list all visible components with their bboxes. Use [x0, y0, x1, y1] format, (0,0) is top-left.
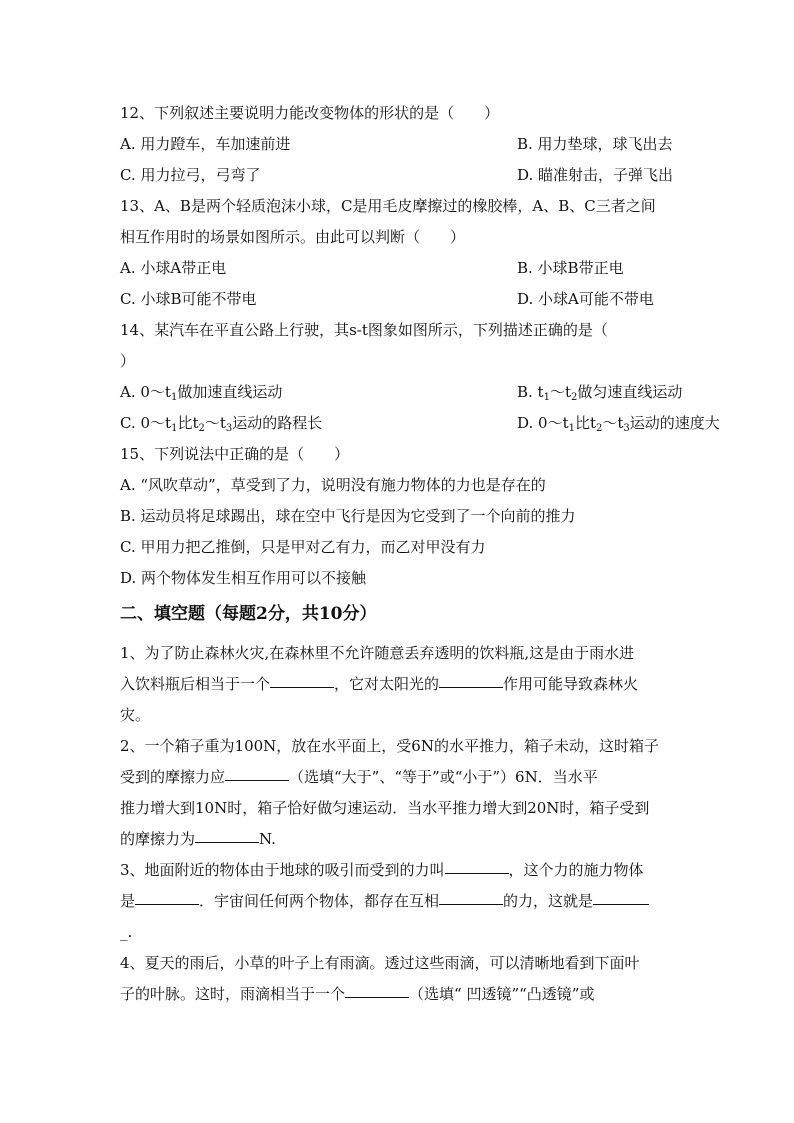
- fill-2-line-2: [120, 767, 598, 787]
- answer-blank: [445, 872, 509, 874]
- fill-3-line-2: [120, 891, 649, 911]
- question-15-option-c: C. 甲用力把乙推倒，只是甲对乙有力，而乙对甲没有力: [120, 538, 486, 556]
- line-text: 的摩擦力为: [120, 830, 196, 848]
- question-13-stem-line-1: 13、A、B是两个轻质泡沫小球，C是用毛皮摩擦过的橡胶棒，A、B、C三者之间: [120, 197, 656, 215]
- line-text: ，这个力的施力物体: [508, 861, 644, 879]
- line-text: （选填“ 凹透镜”“凸透镜”或: [409, 985, 595, 1003]
- fill-2-line-3: 推力增大到10N时，箱子恰好做匀速运动．当水平推力增大到20N时，箱子受到: [120, 799, 650, 817]
- question-14-options-row-1: [120, 382, 683, 403]
- line-text: 是: [120, 892, 136, 910]
- answer-blank: [345, 996, 409, 998]
- question-14-options-row-2: [120, 413, 720, 434]
- subscript: 1: [568, 423, 575, 434]
- answer-blank: [439, 903, 503, 905]
- question-15-stem: 15、下列说法中正确的是（ ）: [120, 445, 350, 463]
- line-text: 作用可能导致森林火: [503, 675, 639, 693]
- question-12-option-a: A. 用力蹬车，车加速前进: [120, 135, 291, 153]
- question-15-option-b: B. 运动员将足球踢出，球在空中飞行是因为它受到了一个向前的推力: [120, 507, 576, 525]
- line-text: ，它对太阳光的: [334, 675, 440, 693]
- line-text: 受到的摩擦力应: [120, 768, 226, 786]
- question-12-options-row-2: [120, 165, 680, 185]
- question-13-option-a: A. 小球A带正电: [120, 259, 227, 277]
- fill-2-line-1: 2、一个箱子重为100N，放在水平面上，受6N的水平推力，箱子未动，这时箱子: [120, 737, 659, 755]
- option-text: A. 0～t: [120, 383, 171, 401]
- fill-4-line-1: 4、夏天的雨后，小草的叶子上有雨滴。透过这些雨滴，可以清晰地看到下面叶: [120, 954, 640, 972]
- line-text: ．宇宙间任何两个物体，都存在互相: [199, 892, 440, 910]
- option-text: C. 0～t: [120, 414, 172, 432]
- answer-blank: [593, 903, 649, 905]
- option-text: ～t: [549, 383, 571, 401]
- question-14-option-a: [120, 383, 282, 401]
- answer-blank: [270, 686, 334, 688]
- subscript: 2: [198, 423, 205, 434]
- question-15-option-d: D. 两个物体发生相互作用可以不接触: [120, 569, 367, 587]
- subscript: 1: [543, 392, 550, 403]
- line-text: 子的叶脉。这时，雨滴相当于一个: [120, 985, 346, 1003]
- answer-blank: [439, 686, 503, 688]
- answer-blank: [195, 841, 259, 843]
- line-text: （选填“大于”、“等于”或“小于”）6N．当水平: [289, 768, 598, 786]
- question-13-option-d: D. 小球A可能不带电: [517, 290, 654, 308]
- line-text: 入饮料瓶后相当于一个: [120, 675, 271, 693]
- question-14-option-c: [120, 414, 322, 432]
- option-text: B. t: [517, 383, 544, 401]
- subscript: 3: [225, 423, 233, 434]
- fill-3-line-3: _.: [120, 923, 133, 941]
- fill-1-line-1: 1、为了防止森林火灾,在森林里不允许随意丢弃透明的饮料瓶,这是由于雨水进: [120, 644, 635, 662]
- fill-4-line-2: [120, 984, 594, 1004]
- fill-1-line-3: 灾。: [120, 706, 151, 724]
- question-14-option-b: [517, 382, 682, 402]
- option-text: 做加速直线运动: [177, 383, 283, 401]
- question-12-option-b: B. 用力垫球，球飞出去: [517, 135, 673, 153]
- line-text: N.: [259, 830, 276, 848]
- section-2-heading: 二、填空题（每题2分，共10分）: [120, 604, 377, 624]
- question-12-stem: 12、下列叙述主要说明力能改变物体的形状的是（ ）: [120, 104, 500, 122]
- question-13-options-row-1: [120, 258, 680, 278]
- option-text: 做匀速直线运动: [577, 383, 683, 401]
- subscript: 1: [170, 392, 178, 403]
- question-14-stem-line-2: ）: [120, 352, 136, 370]
- option-text: 比t: [177, 414, 199, 432]
- line-text: 3、地面附近的物体由于地球的吸引而受到的力叫: [120, 861, 445, 879]
- question-15-option-a: A. “风吹草动”，草受到了力，说明没有施力物体的力也是存在的: [120, 476, 546, 494]
- fill-3-line-1: [120, 860, 644, 880]
- question-13-option-b: B. 小球B带正电: [517, 259, 624, 277]
- option-text: 比t: [574, 414, 597, 432]
- answer-blank: [225, 779, 289, 781]
- subscript: 1: [171, 423, 178, 434]
- subscript: 2: [596, 423, 603, 434]
- question-13-stem-line-2: 相互作用时的场景如图所示。由此可以判断（ ）: [120, 228, 466, 246]
- fill-1-line-2: [120, 674, 638, 694]
- option-text: 运动的路程长: [232, 414, 323, 432]
- question-12-option-d: D. 瞄准射击，子弹飞出: [517, 166, 674, 184]
- question-13-option-c: C. 小球B可能不带电: [120, 290, 257, 308]
- question-14-option-d: [517, 413, 720, 433]
- question-14-stem-line-1: 14、某汽车在平直公路上行驶，其s-t图象如图所示，下列描述正确的是（: [120, 321, 608, 339]
- fill-2-line-4: [120, 829, 276, 849]
- subscript: 2: [571, 392, 578, 403]
- question-12-options-row-1: [120, 134, 680, 154]
- option-text: 运动的速度大: [629, 414, 720, 432]
- option-text: ～t: [204, 414, 226, 432]
- option-text: D. 0～t: [517, 414, 569, 432]
- question-12-option-c: C. 用力拉弓，弓弯了: [120, 166, 261, 184]
- answer-blank: [135, 903, 199, 905]
- subscript: 3: [623, 423, 630, 434]
- question-13-options-row-2: [120, 289, 680, 309]
- line-text: 的力，这就是: [503, 892, 594, 910]
- option-text: ～t: [602, 414, 624, 432]
